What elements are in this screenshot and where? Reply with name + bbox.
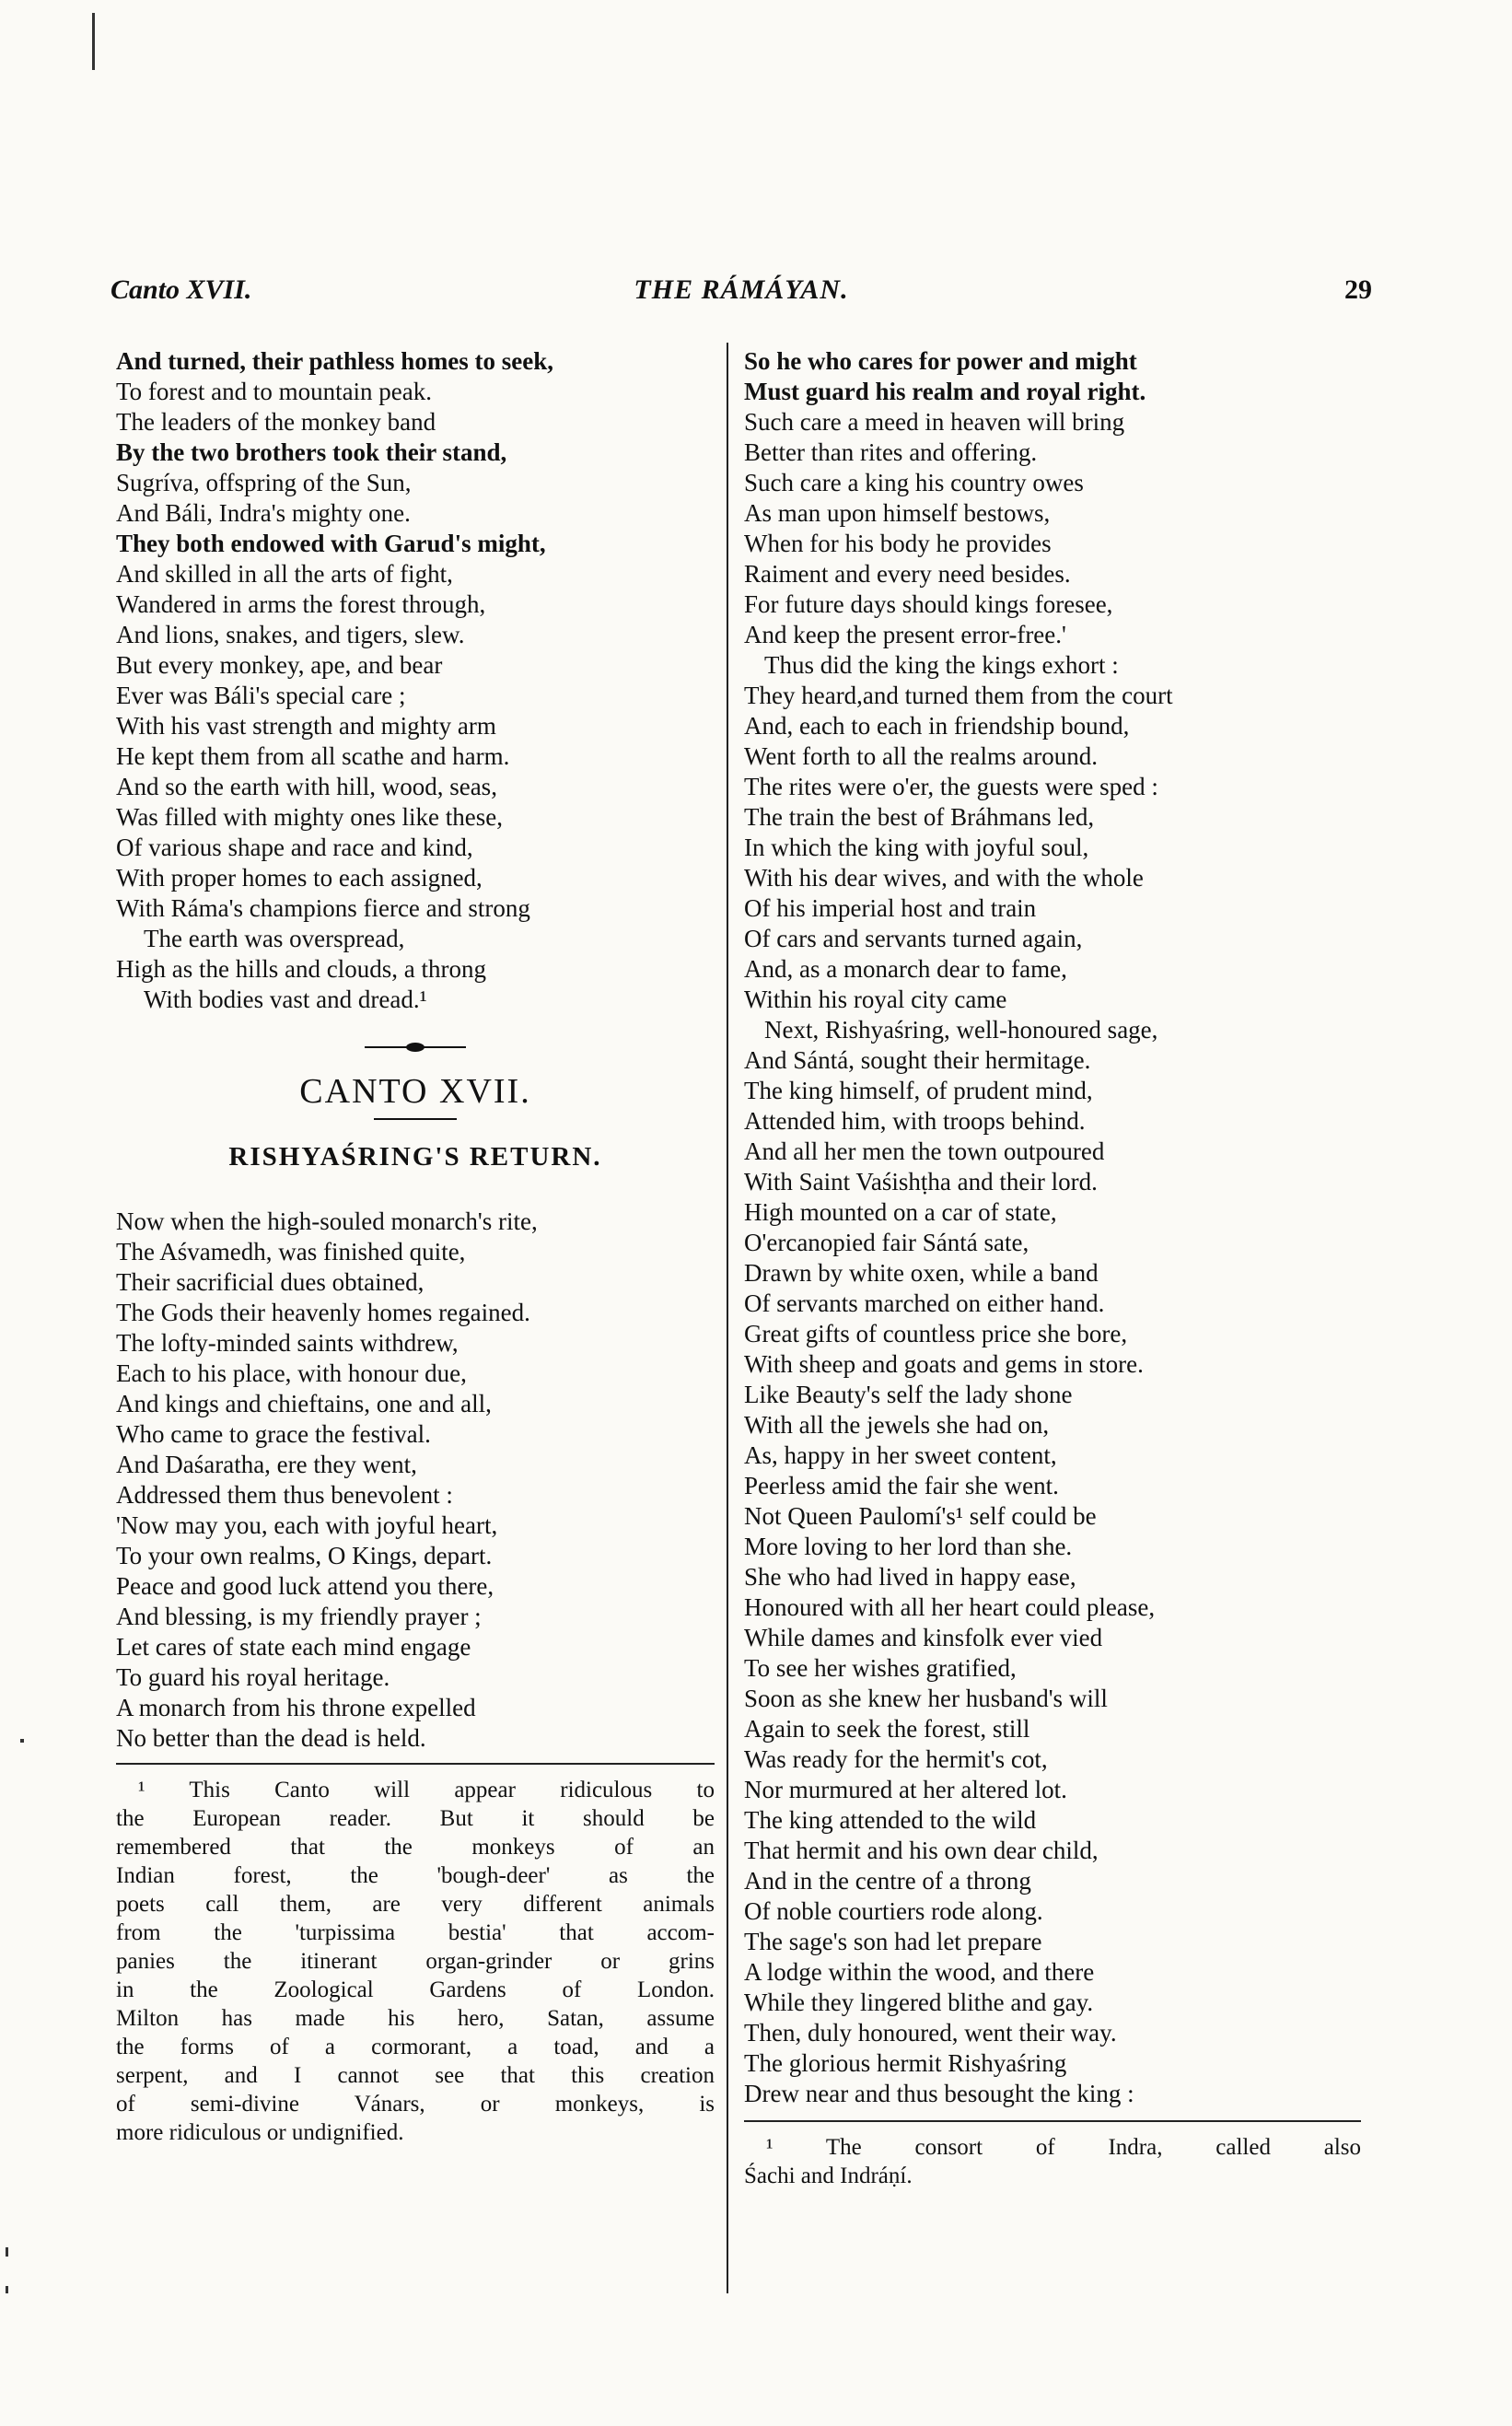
verse-line: Of his imperial host and train — [744, 894, 1037, 922]
verse-line: Of various shape and race and kind, — [116, 834, 473, 861]
footnote — [116, 1776, 715, 2147]
verse-line: Peace and good luck attend you there, — [116, 1572, 494, 1600]
verse-line: With his vast strength and mighty arm — [116, 712, 496, 740]
verse-line: High mounted on a car of state, — [744, 1198, 1057, 1226]
verse-line: When for his body he provides — [744, 530, 1052, 557]
verse-line: The leaders of the monkey band — [116, 408, 436, 436]
verse-line: Like Beauty's self the lady shone — [744, 1381, 1073, 1408]
verse-line: O'ercanopied fair Sántá sate, — [744, 1229, 1029, 1256]
canto-verse — [116, 1207, 715, 1754]
verse-line: And blessing, is my friendly prayer ; — [116, 1603, 482, 1630]
verse-line: And turned, their pathless homes to seek, — [116, 347, 554, 375]
verse-line: But every monkey, ape, and bear — [116, 651, 443, 679]
verse-line: To see her wishes gratified, — [744, 1654, 1017, 1682]
verse-line: She who had lived in happy ease, — [744, 1563, 1076, 1591]
verse-line: Was ready for the hermit's cot, — [744, 1745, 1048, 1773]
footnote-line: the forms of a cormorant, a toad, and a — [116, 2035, 715, 2059]
footnote-line: in the Zoological Gardens of London. — [116, 1977, 715, 2002]
page-number: 29 — [1344, 274, 1372, 305]
scan-mark — [6, 2286, 8, 2293]
footnote-line: from the 'turpissima bestia' that accom- — [116, 1920, 715, 1945]
footnote-line: poets call them, are very different animals — [116, 1892, 715, 1917]
footnote-line: remembered that the monkeys of an — [116, 1835, 715, 1860]
verse-line: More loving to her lord than she. — [744, 1533, 1073, 1560]
verse-line: And lions, snakes, and tigers, slew. — [116, 621, 465, 648]
scan-mark — [20, 1739, 24, 1743]
verse-line: And, each to each in friendship bound, — [744, 712, 1130, 740]
verse-line: Was filled with mighty ones like these, — [116, 803, 504, 831]
footnote-line: Milton has made his hero, Satan, assume — [116, 2006, 715, 2031]
verse-line: The sage's son had let prepare — [744, 1928, 1042, 1955]
verse-line: And, as a monarch dear to fame, — [744, 955, 1067, 983]
verse-line: With Ráma's champions fierce and strong — [116, 894, 530, 922]
verse-line: With bodies vast and dread.¹ — [144, 986, 427, 1013]
verse-line: And all her men the town outpoured — [744, 1137, 1105, 1165]
running-header — [110, 274, 1372, 311]
verse-line: While dames and kinsfolk ever vied — [744, 1624, 1103, 1651]
canto-heading: CANTO XVII. — [299, 1072, 531, 1111]
verse-line: 'Now may you, each with joyful heart, — [116, 1511, 498, 1539]
verse-line: They heard,and turned them from the court — [744, 682, 1173, 709]
verse-line: And Sántá, sought their hermitage. — [744, 1046, 1091, 1074]
verse-line: With proper homes to each assigned, — [116, 864, 483, 892]
verse-line: A lodge within the wood, and there — [744, 1958, 1095, 1986]
verse-line: Of servants marched on either hand. — [744, 1289, 1105, 1317]
verse-line: With all the jewels she had on, — [744, 1411, 1050, 1439]
verse-line: The Aśvamedh, was finished quite, — [116, 1238, 466, 1265]
verse-line: Of cars and servants turned again, — [744, 925, 1083, 952]
footnote — [744, 2133, 1361, 2190]
verse-line: Within his royal city came — [744, 986, 1007, 1013]
footnote-line: serpent, and I cannot see that this creation — [116, 2063, 715, 2088]
verse-line: Addressed them thus benevolent : — [116, 1481, 453, 1509]
verse-line: Drew near and thus besought the king : — [744, 2080, 1134, 2107]
verse-line: As, happy in her sweet content, — [744, 1441, 1057, 1469]
verse-line: The Gods their heavenly homes regained. — [116, 1299, 530, 1326]
verse-line: High as the hills and clouds, a throng — [116, 955, 486, 983]
verse-line: For future days should kings foresee, — [744, 590, 1113, 618]
verse-line: And kings and chieftains, one and all, — [116, 1390, 492, 1417]
verse-line: Honoured with all her heart could please, — [744, 1593, 1156, 1621]
verse-line: The train the best of Bráhmans led, — [744, 803, 1095, 831]
verse-line: Of noble courtiers rode along. — [744, 1897, 1043, 1925]
column-divider — [727, 343, 728, 2293]
right-column — [744, 346, 1361, 2190]
verse-line: Ever was Báli's special care ; — [116, 682, 406, 709]
verse-line: Not Queen Paulomí's¹ self could be — [744, 1502, 1097, 1530]
verse-line: To your own realms, O Kings, depart. — [116, 1542, 493, 1569]
verse-line: The king himself, of prudent mind, — [744, 1077, 1093, 1104]
footnote-rule — [744, 2120, 1361, 2122]
verse-line: While they lingered blithe and gay. — [744, 1989, 1094, 2016]
verse-line: Must guard his realm and royal right. — [744, 378, 1146, 405]
verse-line: Who came to grace the festival. — [116, 1420, 431, 1448]
verse-line: The glorious hermit Rishyaśring — [744, 2049, 1067, 2077]
heading-rule — [374, 1118, 457, 1120]
verse-line: And so the earth with hill, wood, seas, — [116, 773, 497, 800]
verse-line: Thus did the king the kings exhort : — [764, 651, 1119, 679]
verse-line: By the two brothers took their stand, — [116, 438, 507, 466]
verse-line: Went forth to all the realms around. — [744, 742, 1098, 770]
verse-line: Soon as she knew her husband's will — [744, 1685, 1108, 1712]
verse-line: Their sacrificial dues obtained, — [116, 1268, 425, 1296]
section-heading: RISHYAŚRING'S RETURN. — [228, 1142, 602, 1172]
verse-line: He kept them from all scathe and harm. — [116, 742, 510, 770]
verse-line: Now when the high-souled monarch's rite, — [116, 1207, 538, 1235]
verse-line: Again to seek the forest, still — [744, 1715, 1030, 1743]
verse-line: Raiment and every need besides. — [744, 560, 1071, 588]
footnote-rule — [116, 1763, 715, 1765]
verse-line: To guard his royal heritage. — [116, 1663, 390, 1691]
verse-line: And skilled in all the arts of fight, — [116, 560, 453, 588]
verse-line: The rites were o'er, the guests were sped : — [744, 773, 1158, 800]
verse-line: Great gifts of countless price she bore, — [744, 1320, 1128, 1347]
footnote-line: ¹ This Canto will appear ridiculous to — [138, 1778, 715, 1802]
footnote-line: the European reader. But it should be — [116, 1806, 715, 1831]
verse-line: Such care a king his country owes — [744, 469, 1084, 496]
verse-line: As man upon himself bestows, — [744, 499, 1051, 527]
ornament-divider — [365, 1041, 466, 1054]
footnote-line: panies the itinerant organ-grinder or grins — [116, 1949, 715, 1974]
verse-line: They both endowed with Garud's might, — [116, 530, 546, 557]
verse-line: And Daśaratha, ere they went, — [116, 1451, 417, 1478]
verse-line: The king attended to the wild — [744, 1806, 1037, 1834]
footnote-line: of semi-divine Vánars, or monkeys, is — [116, 2092, 715, 2117]
header-title: THE RÁMÁYAN. — [634, 274, 849, 305]
verse-line: Wandered in arms the forest through, — [116, 590, 486, 618]
verse-line: And keep the present error-free.' — [744, 621, 1066, 648]
verse-line: So he who cares for power and might — [744, 347, 1137, 375]
footnote-line: ¹ The consort of Indra, called also — [766, 2135, 1361, 2160]
verse-line: Peerless amid the fair she went. — [744, 1472, 1059, 1499]
footnote-line: more ridiculous or undignified. — [116, 2120, 404, 2145]
verse-line: Attended him, with troops behind. — [744, 1107, 1086, 1135]
verse-line: Sugríva, offspring of the Sun, — [116, 469, 412, 496]
verse-line: Each to his place, with honour due, — [116, 1359, 467, 1387]
verse-line: The lofty-minded saints withdrew, — [116, 1329, 459, 1357]
verse-line: Such care a meed in heaven will bring — [744, 408, 1125, 436]
verse-line: That hermit and his own dear child, — [744, 1837, 1099, 1864]
verse-line: Next, Rishyaśring, well-honoured sage, — [764, 1016, 1158, 1044]
footnote-line: Indian forest, the 'bough-deer' as the — [116, 1863, 715, 1888]
verse-line: Nor murmured at her altered lot. — [744, 1776, 1067, 1803]
verse-continuation — [744, 346, 1361, 2109]
verse-line: With Saint Vaśishṭha and their lord. — [744, 1168, 1098, 1196]
verse-line: In which the king with joyful soul, — [744, 834, 1089, 861]
verse-continuation — [116, 346, 715, 1015]
verse-line: With his dear wives, and with the whole — [744, 864, 1144, 892]
verse-line: Let cares of state each mind engage — [116, 1633, 471, 1661]
verse-line: To forest and to mountain peak. — [116, 378, 433, 405]
header-canto: Canto XVII. — [110, 274, 252, 305]
verse-line: With sheep and goats and gems in store. — [744, 1350, 1144, 1378]
scan-mark — [6, 2247, 8, 2257]
verse-line: And Báli, Indra's mighty one. — [116, 499, 411, 527]
left-column — [116, 346, 715, 2147]
footnote-line: Śachi and Indráṇí. — [744, 2164, 913, 2188]
verse-line: Then, duly honoured, went their way. — [744, 2019, 1117, 2047]
verse-line: The earth was overspread, — [144, 925, 405, 952]
verse-line: Drawn by white oxen, while a band — [744, 1259, 1099, 1287]
verse-line: And in the centre of a throng — [744, 1867, 1031, 1895]
verse-line: No better than the dead is held. — [116, 1724, 426, 1752]
scan-mark — [92, 13, 95, 70]
verse-line: A monarch from his throne expelled — [116, 1694, 476, 1721]
verse-line: Better than rites and offering. — [744, 438, 1038, 466]
